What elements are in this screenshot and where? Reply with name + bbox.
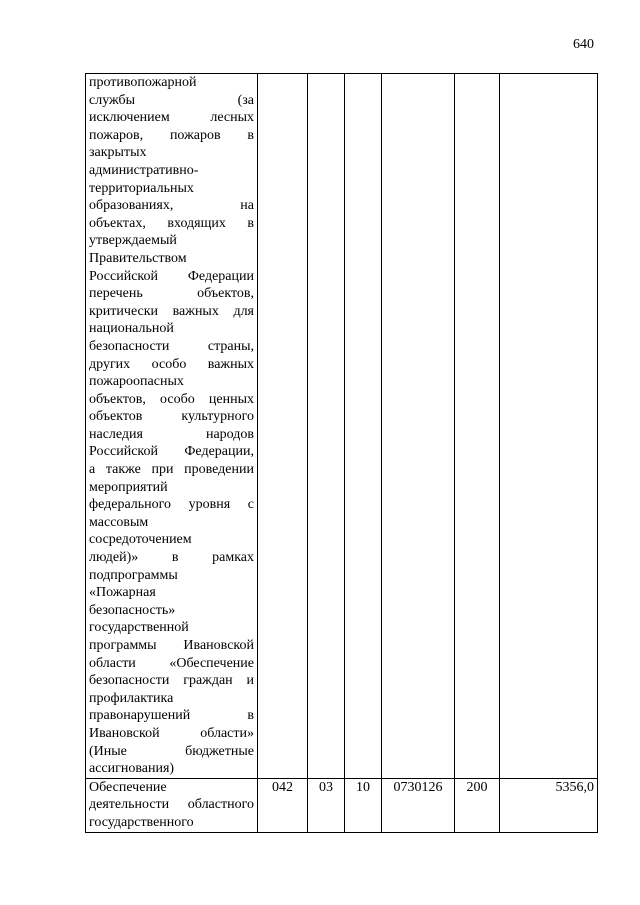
cell-sum xyxy=(500,74,598,779)
description-line: области «Обеспечение xyxy=(89,655,254,671)
description-line: службы (за xyxy=(89,92,254,108)
cell-rz xyxy=(308,74,345,779)
description-line: пожаров, пожаров в xyxy=(89,127,254,143)
description-line: ассигнования) xyxy=(89,761,175,777)
description-line: безопасности страны, xyxy=(89,338,254,354)
cell-csr: 0730126 xyxy=(382,778,455,832)
description-line: массовым xyxy=(89,514,149,530)
description-line: утверждаемый xyxy=(89,233,177,249)
description-line: объектов культурного xyxy=(89,409,254,425)
description-line: других особо важных xyxy=(89,356,254,372)
description-line: образованиях, на xyxy=(89,198,254,214)
cell-vr xyxy=(455,74,500,779)
cell-gr xyxy=(258,74,308,779)
description-line: федерального уровня с xyxy=(89,497,254,513)
row-description xyxy=(86,778,258,832)
cell-sum: 5356,0 xyxy=(500,778,598,832)
description-line: (Иные бюджетные xyxy=(89,743,254,759)
cell-rz: 03 xyxy=(308,778,345,832)
description-line: административно- xyxy=(89,162,199,178)
description-line: Российской Федерации xyxy=(89,268,254,284)
description-line: наследия народов xyxy=(89,426,254,442)
description-line: безопасности граждан и xyxy=(89,673,254,689)
description-line: Российской Федерации, xyxy=(89,444,254,460)
description-line: государственной xyxy=(89,620,189,636)
description-line: объектов, особо ценных xyxy=(89,391,254,407)
description-line: национальной xyxy=(89,321,174,337)
description-line: «Пожарная xyxy=(89,585,156,601)
table-row xyxy=(86,74,598,779)
description-line: а также при проведении xyxy=(89,462,254,478)
description-line: профилактика xyxy=(89,690,174,706)
description-line: программы Ивановской xyxy=(89,638,254,653)
cell-pr xyxy=(345,74,382,779)
description-line: безопасность» xyxy=(89,602,176,618)
description-line: исключением лесных xyxy=(89,110,254,126)
description-line: правонарушений в xyxy=(89,708,254,724)
row-description xyxy=(86,74,258,779)
description-line: территориальных xyxy=(89,180,194,196)
description-line: государственного xyxy=(89,814,194,830)
budget-table xyxy=(85,73,598,833)
cell-pr: 10 xyxy=(345,778,382,832)
cell-vr: 200 xyxy=(455,778,500,832)
description-line: Правительством xyxy=(89,250,187,266)
description-line: деятельности областного xyxy=(89,797,254,813)
description-line: Ивановской области» xyxy=(89,725,254,741)
description-line: критически важных для xyxy=(89,303,254,319)
description-line: перечень объектов, xyxy=(89,286,254,302)
description-line: мероприятий xyxy=(89,479,168,495)
description-line: Обеспечение xyxy=(89,779,167,795)
description-line: объектах, входящих в xyxy=(89,215,254,231)
description-line: закрытых xyxy=(89,145,147,161)
cell-csr xyxy=(382,74,455,779)
table-row xyxy=(86,778,598,832)
description-line: сосредоточением xyxy=(89,532,192,548)
cell-gr: 042 xyxy=(258,778,308,832)
description-line: противопожарной xyxy=(89,75,197,90)
description-line: подпрограммы xyxy=(89,567,178,583)
description-line: пожароопасных xyxy=(89,374,184,390)
page-number: 640 xyxy=(573,37,594,52)
description-line: людей)» в рамках xyxy=(89,550,254,566)
